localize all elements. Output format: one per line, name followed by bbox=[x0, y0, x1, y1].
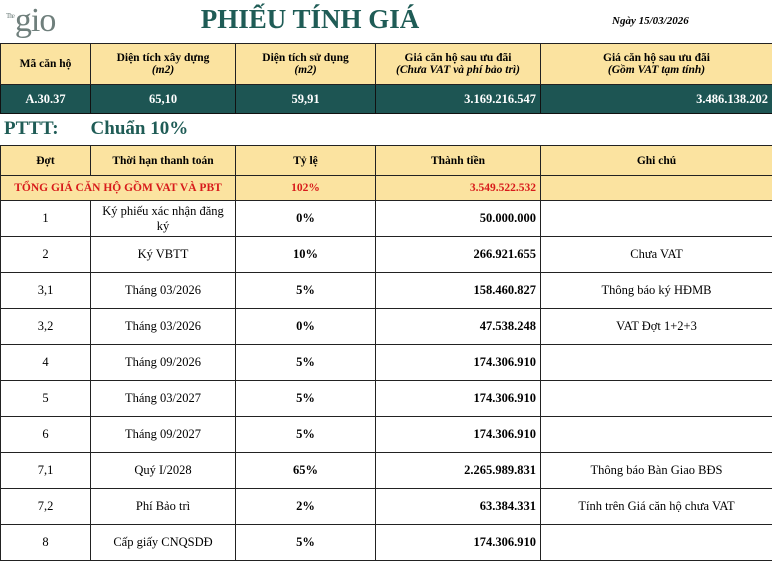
price-excl-vat: 3.169.216.547 bbox=[376, 85, 541, 114]
logo: $^{The}$gio bbox=[6, 2, 55, 40]
cell-rate: 65% bbox=[236, 453, 376, 489]
cell-amount: 174.306.910 bbox=[376, 345, 541, 381]
cell-note bbox=[541, 201, 772, 237]
cell-rate: 5% bbox=[236, 417, 376, 453]
cell-rate: 0% bbox=[236, 309, 376, 345]
cell-note bbox=[541, 525, 772, 561]
total-rate: 102% bbox=[236, 176, 376, 201]
build-area: 65,10 bbox=[91, 85, 236, 114]
cell-term: Tháng 09/2026 bbox=[91, 345, 236, 381]
header-build-area: Diện tích xây dựng (m2) bbox=[91, 44, 236, 85]
cell-note bbox=[541, 381, 772, 417]
cell-installment: 7,1 bbox=[1, 453, 91, 489]
cell-term: Tháng 03/2026 bbox=[91, 309, 236, 345]
use-area: 59,91 bbox=[236, 85, 376, 114]
cell-installment: 3,2 bbox=[1, 309, 91, 345]
cell-rate: 10% bbox=[236, 237, 376, 273]
cell-note: Chưa VAT bbox=[541, 237, 772, 273]
cell-amount: 50.000.000 bbox=[376, 201, 541, 237]
cell-rate: 5% bbox=[236, 273, 376, 309]
cell-installment: 8 bbox=[1, 525, 91, 561]
header-note: Ghi chú bbox=[541, 146, 772, 176]
total-row bbox=[1, 176, 772, 201]
cell-installment: 2 bbox=[1, 237, 91, 273]
summary-table bbox=[0, 43, 772, 114]
cell-term: Tháng 03/2027 bbox=[91, 381, 236, 417]
table-row bbox=[1, 237, 772, 273]
cell-installment: 6 bbox=[1, 417, 91, 453]
table-row bbox=[1, 489, 772, 525]
table-row bbox=[1, 201, 772, 237]
cell-rate: 5% bbox=[236, 525, 376, 561]
cell-term: Ký VBTT bbox=[91, 237, 236, 273]
header-term: Thời hạn thanh toán bbox=[91, 146, 236, 176]
header-installment: Đợt bbox=[1, 146, 91, 176]
table-row bbox=[1, 345, 772, 381]
date: Ngày 15/03/2026 bbox=[612, 15, 689, 27]
cell-installment: 7,2 bbox=[1, 489, 91, 525]
cell-amount: 47.538.248 bbox=[376, 309, 541, 345]
page-title: PHIẾU TÍNH GIÁ bbox=[0, 4, 620, 35]
cell-amount: 158.460.827 bbox=[376, 273, 541, 309]
summary-values-row bbox=[1, 85, 772, 114]
table-row bbox=[1, 525, 772, 561]
payment-method: PTTT: Chuẩn 10% bbox=[4, 118, 188, 140]
total-amount: 3.549.522.532 bbox=[376, 176, 541, 201]
cell-amount: 174.306.910 bbox=[376, 381, 541, 417]
table-row bbox=[1, 417, 772, 453]
cell-note: Tính trên Giá căn hộ chưa VAT bbox=[541, 489, 772, 525]
table-row bbox=[1, 309, 772, 345]
cell-note bbox=[541, 417, 772, 453]
cell-term: Quý I/2028 bbox=[91, 453, 236, 489]
cell-installment: 1 bbox=[1, 201, 91, 237]
cell-term: Tháng 09/2027 bbox=[91, 417, 236, 453]
table-row bbox=[1, 273, 772, 309]
cell-installment: 3,1 bbox=[1, 273, 91, 309]
cell-amount: 174.306.910 bbox=[376, 417, 541, 453]
cell-rate: 2% bbox=[236, 489, 376, 525]
table-row bbox=[1, 381, 772, 417]
cell-rate: 5% bbox=[236, 381, 376, 417]
cell-installment: 4 bbox=[1, 345, 91, 381]
cell-amount: 63.384.331 bbox=[376, 489, 541, 525]
cell-amount: 2.265.989.831 bbox=[376, 453, 541, 489]
table-row bbox=[1, 453, 772, 489]
schedule-header-row bbox=[1, 146, 772, 176]
cell-rate: 5% bbox=[236, 345, 376, 381]
cell-note: Thông báo ký HĐMB bbox=[541, 273, 772, 309]
cell-installment: 5 bbox=[1, 381, 91, 417]
payment-schedule-table bbox=[0, 145, 772, 561]
header-rate: Tỷ lệ bbox=[236, 146, 376, 176]
price-incl-vat: 3.486.138.202 bbox=[541, 85, 772, 114]
header-apartment-code: Mã căn hộ bbox=[1, 44, 91, 85]
cell-note: Thông báo Bàn Giao BĐS bbox=[541, 453, 772, 489]
total-label: TỔNG GIÁ CĂN HỘ GỒM VAT VÀ PBT bbox=[1, 176, 236, 201]
cell-note bbox=[541, 345, 772, 381]
summary-header-row bbox=[1, 44, 772, 85]
total-note bbox=[541, 176, 772, 201]
apartment-code: A.30.37 bbox=[1, 85, 91, 114]
cell-term: Ký phiếu xác nhận đăng ký bbox=[91, 201, 236, 237]
cell-amount: 174.306.910 bbox=[376, 525, 541, 561]
header-amount: Thành tiền bbox=[376, 146, 541, 176]
cell-term: Cấp giấy CNQSDĐ bbox=[91, 525, 236, 561]
cell-note: VAT Đợt 1+2+3 bbox=[541, 309, 772, 345]
cell-term: Phí Bảo trì bbox=[91, 489, 236, 525]
header-use-area: Diện tích sử dụng (m2) bbox=[236, 44, 376, 85]
header-price-excl-vat: Giá căn hộ sau ưu đãi (Chưa VAT và phí bảo trì) bbox=[376, 44, 541, 85]
cell-amount: 266.921.655 bbox=[376, 237, 541, 273]
header-price-incl-vat: Giá căn hộ sau ưu đãi (Gồm VAT tạm tính) bbox=[541, 44, 772, 85]
cell-term: Tháng 03/2026 bbox=[91, 273, 236, 309]
cell-rate: 0% bbox=[236, 201, 376, 237]
